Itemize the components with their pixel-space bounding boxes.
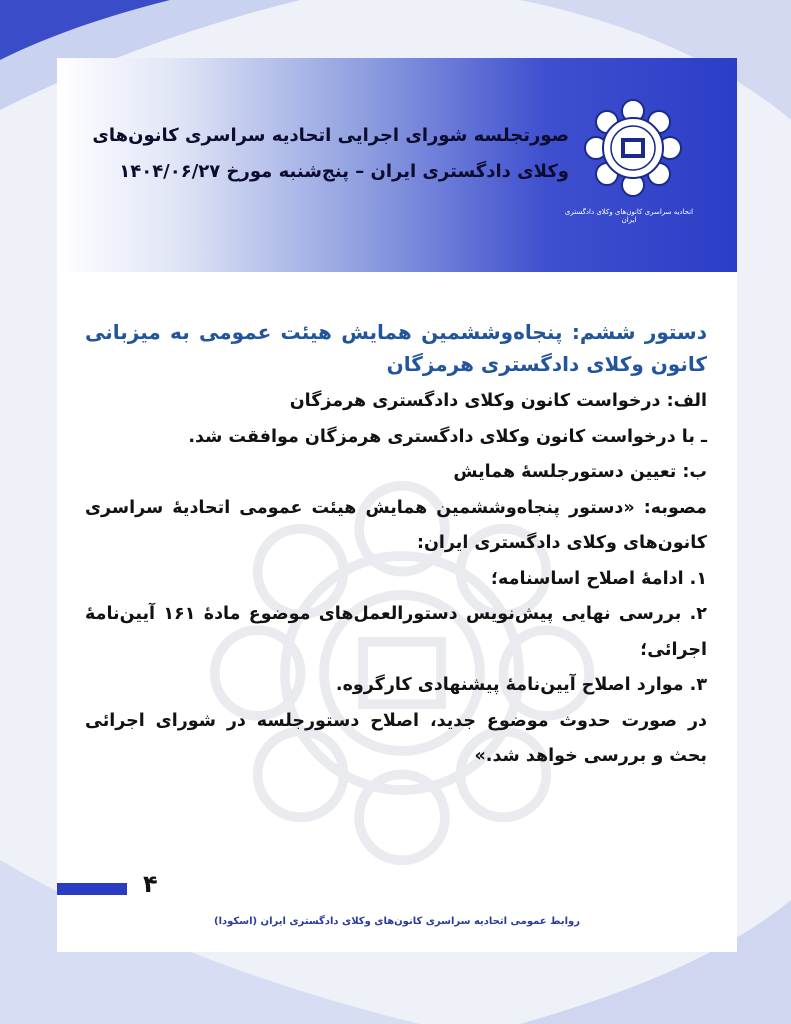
association-logo-icon	[583, 98, 683, 198]
resolution-intro: مصوبه: «دستور پنجاه‌وششمین همایش هیئت عمومی اتحادیهٔ سراسری کانون‌های وکلای دادگستری ایران:	[85, 497, 707, 553]
agenda-item: ۱. ادامهٔ اصلاح اساسنامه؛	[491, 568, 707, 589]
document-body	[85, 316, 707, 775]
footer-credit: روابط عمومی اتحادیه سراسری کانون‌های وکلای دادگستری ایران (اسکودا)	[214, 916, 580, 927]
page-number: ۴	[143, 870, 158, 898]
agenda-item-list	[85, 562, 707, 704]
part-a-heading: الف: درخواست کانون وکلای دادگستری هرمزگان	[289, 391, 707, 411]
header-title-line1: صورتجلسه شورای اجرایی اتحادیه سراسری کانون‌های	[92, 125, 569, 146]
agenda-item: ۲. بررسی نهایی پیش‌نویس دستورالعمل‌های موضوع مادهٔ ۱۶۱ آیین‌نامهٔ اجرائی؛	[85, 604, 707, 660]
header-title	[69, 118, 569, 190]
closing-text: در صورت حدوث موضوع جدید، اصلاح دستورجلسه در شورای اجرائی بحث و بررسی خواهد شد.»	[85, 710, 707, 766]
logo-caption: اتحادیه سراسری کانون‌های وکلای دادگستری ایران	[564, 208, 694, 224]
header-banner	[57, 58, 737, 272]
header-title-line2: وکلای دادگستری ایران – پنج‌شنبه مورخ ۱۴۰۴/۰۶/۲۷	[119, 161, 569, 182]
part-a-text: ـ با درخواست کانون وکلای دادگستری هرمزگان موافقت شد.	[188, 426, 707, 447]
footer-accent-bar	[57, 883, 127, 895]
agenda-item: ۳. موارد اصلاح آیین‌نامهٔ پیشنهادی کارگروه.	[335, 675, 707, 695]
document-card	[57, 58, 737, 952]
agenda-title: دستور ششم: پنجاه‌وششمین همایش هیئت عمومی به میزبانی کانون وکلای دادگستری هرمزگان	[85, 320, 707, 376]
part-b-heading: ب: تعیین دستورجلسهٔ همایش	[453, 462, 707, 482]
